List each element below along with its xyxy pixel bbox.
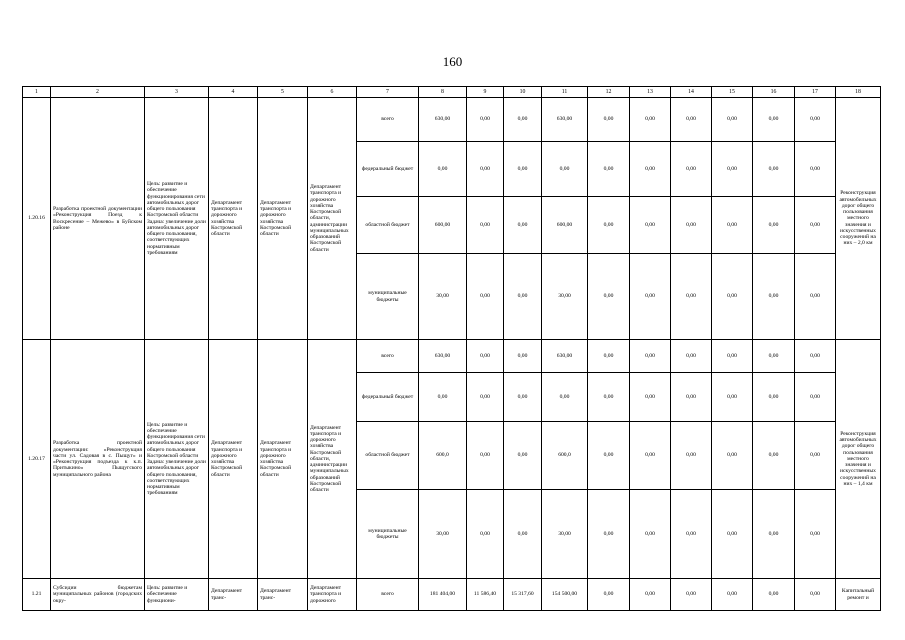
recipient-cell: Департамент транспорта и дорожного хозяйства Костромской области, администрации муниципальных образований Костромской области bbox=[308, 98, 357, 340]
header-cell: 12 bbox=[588, 87, 630, 98]
amount-cell: 0,00 bbox=[795, 142, 836, 197]
amount-cell: 0,00 bbox=[588, 197, 630, 254]
funding-source-cell: всего bbox=[357, 340, 419, 373]
event-name-cell: Субсидии бюджетам муниципальных районов (городских окру- bbox=[51, 579, 145, 611]
funding-source-cell: муниципальные бюджеты bbox=[357, 490, 419, 579]
funding-source-cell: областной бюджет bbox=[357, 197, 419, 254]
funding-source-cell: муниципальные бюджеты bbox=[357, 254, 419, 340]
amount-cell: 0,00 bbox=[753, 579, 795, 611]
amount-cell: 0,00 bbox=[630, 142, 671, 197]
funding-source-cell: федеральный бюджет bbox=[357, 373, 419, 422]
event-name-cell: Разработка проектной документации «Реконструкция Поезд к Воскресение – Межево» в Буйском районе bbox=[51, 98, 145, 340]
amount-cell: 0,00 bbox=[712, 98, 753, 142]
amount-cell: 181 404,00 bbox=[419, 579, 467, 611]
amount-cell: 0,00 bbox=[671, 490, 712, 579]
amount-cell: 11 586,40 bbox=[467, 579, 504, 611]
amount-cell: 0,00 bbox=[504, 490, 542, 579]
amount-cell: 0,00 bbox=[753, 254, 795, 340]
header-cell: 13 bbox=[630, 87, 671, 98]
customer-cell: Департамент транс- bbox=[209, 579, 258, 611]
amount-cell: 15 317,60 bbox=[504, 579, 542, 611]
amount-cell: 0,00 bbox=[795, 490, 836, 579]
goal-cell: Цель: развитие и обеспечение функционирования сети автомобильных дорог общего пользования Костромской области Задача: увеличение доли автомобильных дорог общего пользования, соответствующих нормативным требованиям bbox=[145, 98, 209, 340]
header-row bbox=[23, 87, 881, 98]
amount-cell: 0,00 bbox=[504, 373, 542, 422]
amount-cell: 0,00 bbox=[671, 197, 712, 254]
amount-cell: 0,00 bbox=[712, 373, 753, 422]
recipient-cell: Департамент транспорта и дорожного хозяйства Костромской области, администрации муниципальных образований Костромской области bbox=[308, 340, 357, 579]
amount-cell: 630,00 bbox=[542, 340, 588, 373]
funding-source-cell: всего bbox=[357, 98, 419, 142]
table-row bbox=[23, 579, 881, 611]
amount-cell: 0,00 bbox=[588, 490, 630, 579]
amount-cell: 0,00 bbox=[542, 142, 588, 197]
header-cell: 11 bbox=[542, 87, 588, 98]
result-cell: Реконструкция автомобильных дорог общего пользования местного значения и искусственных сооружений на них – 2,0 км bbox=[836, 98, 881, 340]
amount-cell: 0,00 bbox=[671, 422, 712, 490]
amount-cell: 0,00 bbox=[795, 98, 836, 142]
amount-cell: 0,00 bbox=[753, 490, 795, 579]
amount-cell: 0,00 bbox=[795, 197, 836, 254]
amount-cell: 0,00 bbox=[753, 422, 795, 490]
amount-cell: 0,00 bbox=[467, 373, 504, 422]
header-cell: 8 bbox=[419, 87, 467, 98]
amount-cell: 0,00 bbox=[671, 340, 712, 373]
header-cell: 16 bbox=[753, 87, 795, 98]
row-number-cell: 1.20.16 bbox=[23, 98, 51, 340]
amount-cell: 0,00 bbox=[671, 142, 712, 197]
amount-cell: 0,00 bbox=[504, 142, 542, 197]
customer-cell: Департамент транспорта и дорожного хозяйства Костромской области bbox=[209, 340, 258, 579]
funding-source-cell: федеральный бюджет bbox=[357, 142, 419, 197]
header-cell: 3 bbox=[145, 87, 209, 98]
amount-cell: 0,00 bbox=[795, 373, 836, 422]
amount-cell: 0,00 bbox=[467, 197, 504, 254]
executor-cell: Департамент транс- bbox=[258, 579, 308, 611]
amount-cell: 0,00 bbox=[504, 197, 542, 254]
amount-cell: 0,00 bbox=[588, 340, 630, 373]
amount-cell: 0,00 bbox=[504, 422, 542, 490]
amount-cell: 0,00 bbox=[753, 373, 795, 422]
amount-cell: 0,00 bbox=[712, 422, 753, 490]
amount-cell: 0,00 bbox=[712, 254, 753, 340]
page-number: 160 bbox=[442, 54, 463, 69]
amount-cell: 30,00 bbox=[542, 254, 588, 340]
header-cell: 4 bbox=[209, 87, 258, 98]
amount-cell: 0,00 bbox=[542, 373, 588, 422]
amount-cell: 0,00 bbox=[467, 422, 504, 490]
executor-cell: Департамент транспорта и дорожного хозяйства Костромской области bbox=[258, 340, 308, 579]
amount-cell: 0,00 bbox=[795, 579, 836, 611]
amount-cell: 0,00 bbox=[753, 98, 795, 142]
amount-cell: 630,00 bbox=[542, 98, 588, 142]
header-cell: 6 bbox=[308, 87, 357, 98]
amount-cell: 0,00 bbox=[712, 490, 753, 579]
result-cell: Реконструкция автомобильных дорог общего пользования местного значения и искусственных сооружений на них – 1,4 км bbox=[836, 340, 881, 579]
amount-cell: 0,00 bbox=[671, 579, 712, 611]
goal-cell: Цель: развитие и обеспечение функциони- bbox=[145, 579, 209, 611]
amount-cell: 630,00 bbox=[419, 340, 467, 373]
amount-cell: 0,00 bbox=[630, 579, 671, 611]
header-cell: 15 bbox=[712, 87, 753, 98]
amount-cell: 0,00 bbox=[630, 490, 671, 579]
amount-cell: 0,00 bbox=[712, 340, 753, 373]
amount-cell: 600,00 bbox=[542, 197, 588, 254]
amount-cell: 0,00 bbox=[671, 98, 712, 142]
result-cell: Капитальный ремонт и bbox=[836, 579, 881, 611]
row-number-cell: 1.20.17 bbox=[23, 340, 51, 579]
amount-cell: 0,00 bbox=[588, 422, 630, 490]
table-row bbox=[23, 98, 881, 142]
customer-cell: Департамент транспорта и дорожного хозяйства Костромской области bbox=[209, 98, 258, 340]
header-cell: 14 bbox=[671, 87, 712, 98]
amount-cell: 600,0 bbox=[419, 422, 467, 490]
funding-source-cell: всего bbox=[357, 579, 419, 611]
amount-cell: 0,00 bbox=[712, 142, 753, 197]
header-cell: 17 bbox=[795, 87, 836, 98]
amount-cell: 0,00 bbox=[588, 142, 630, 197]
amount-cell: 30,00 bbox=[419, 490, 467, 579]
amount-cell: 0,00 bbox=[588, 254, 630, 340]
event-name-cell: Разработка проектной документации: «Реконструкция части ул. Садовая в с. Пыщуг» и «Реконструкция подъезда к к.п. Притыкино» Пыщугского муниципального района bbox=[51, 340, 145, 579]
funding-source-cell: областной бюджет bbox=[357, 422, 419, 490]
amount-cell: 0,00 bbox=[671, 373, 712, 422]
header-cell: 1 bbox=[23, 87, 51, 98]
amount-cell: 0,00 bbox=[467, 254, 504, 340]
amount-cell: 30,00 bbox=[542, 490, 588, 579]
header-cell: 2 bbox=[51, 87, 145, 98]
table-row bbox=[23, 340, 881, 373]
amount-cell: 30,00 bbox=[419, 254, 467, 340]
amount-cell: 0,00 bbox=[630, 422, 671, 490]
goal-cell: Цель: развитие и обеспечение функционирования сети автомобильных дорог общего пользования Костромской области Задача: увеличение доли автомобильных дорог общего пользования, соответствующих нормативным требованиям bbox=[145, 340, 209, 579]
amount-cell: 0,00 bbox=[630, 373, 671, 422]
executor-cell: Департамент транспорта и дорожного хозяйства Костромской области bbox=[258, 98, 308, 340]
amount-cell: 0,00 bbox=[419, 142, 467, 197]
header-cell: 5 bbox=[258, 87, 308, 98]
amount-cell: 600,00 bbox=[419, 197, 467, 254]
amount-cell: 0,00 bbox=[753, 142, 795, 197]
amount-cell: 0,00 bbox=[712, 579, 753, 611]
amount-cell: 0,00 bbox=[588, 579, 630, 611]
amount-cell: 0,00 bbox=[467, 490, 504, 579]
amount-cell: 0,00 bbox=[753, 340, 795, 373]
header-cell: 18 bbox=[836, 87, 881, 98]
amount-cell: 0,00 bbox=[467, 98, 504, 142]
amount-cell: 0,00 bbox=[630, 197, 671, 254]
amount-cell: 0,00 bbox=[630, 340, 671, 373]
amount-cell: 0,00 bbox=[504, 254, 542, 340]
amount-cell: 0,00 bbox=[588, 373, 630, 422]
header-cell: 9 bbox=[467, 87, 504, 98]
amount-cell: 0,00 bbox=[630, 254, 671, 340]
amount-cell: 0,00 bbox=[504, 340, 542, 373]
amount-cell: 154 500,00 bbox=[542, 579, 588, 611]
amount-cell: 0,00 bbox=[588, 98, 630, 142]
amount-cell: 0,00 bbox=[419, 373, 467, 422]
header-cell: 7 bbox=[357, 87, 419, 98]
amount-cell: 0,00 bbox=[467, 142, 504, 197]
amount-cell: 0,00 bbox=[712, 197, 753, 254]
header-cell: 10 bbox=[504, 87, 542, 98]
amount-cell: 600,0 bbox=[542, 422, 588, 490]
program-table bbox=[22, 86, 881, 611]
amount-cell: 0,00 bbox=[504, 98, 542, 142]
amount-cell: 630,00 bbox=[419, 98, 467, 142]
amount-cell: 0,00 bbox=[795, 254, 836, 340]
amount-cell: 0,00 bbox=[753, 197, 795, 254]
amount-cell: 0,00 bbox=[795, 340, 836, 373]
amount-cell: 0,00 bbox=[630, 98, 671, 142]
amount-cell: 0,00 bbox=[467, 340, 504, 373]
amount-cell: 0,00 bbox=[795, 422, 836, 490]
amount-cell: 0,00 bbox=[671, 254, 712, 340]
recipient-cell: Департамент транспорта и дорожного bbox=[308, 579, 357, 611]
row-number-cell: 1.21 bbox=[23, 579, 51, 611]
